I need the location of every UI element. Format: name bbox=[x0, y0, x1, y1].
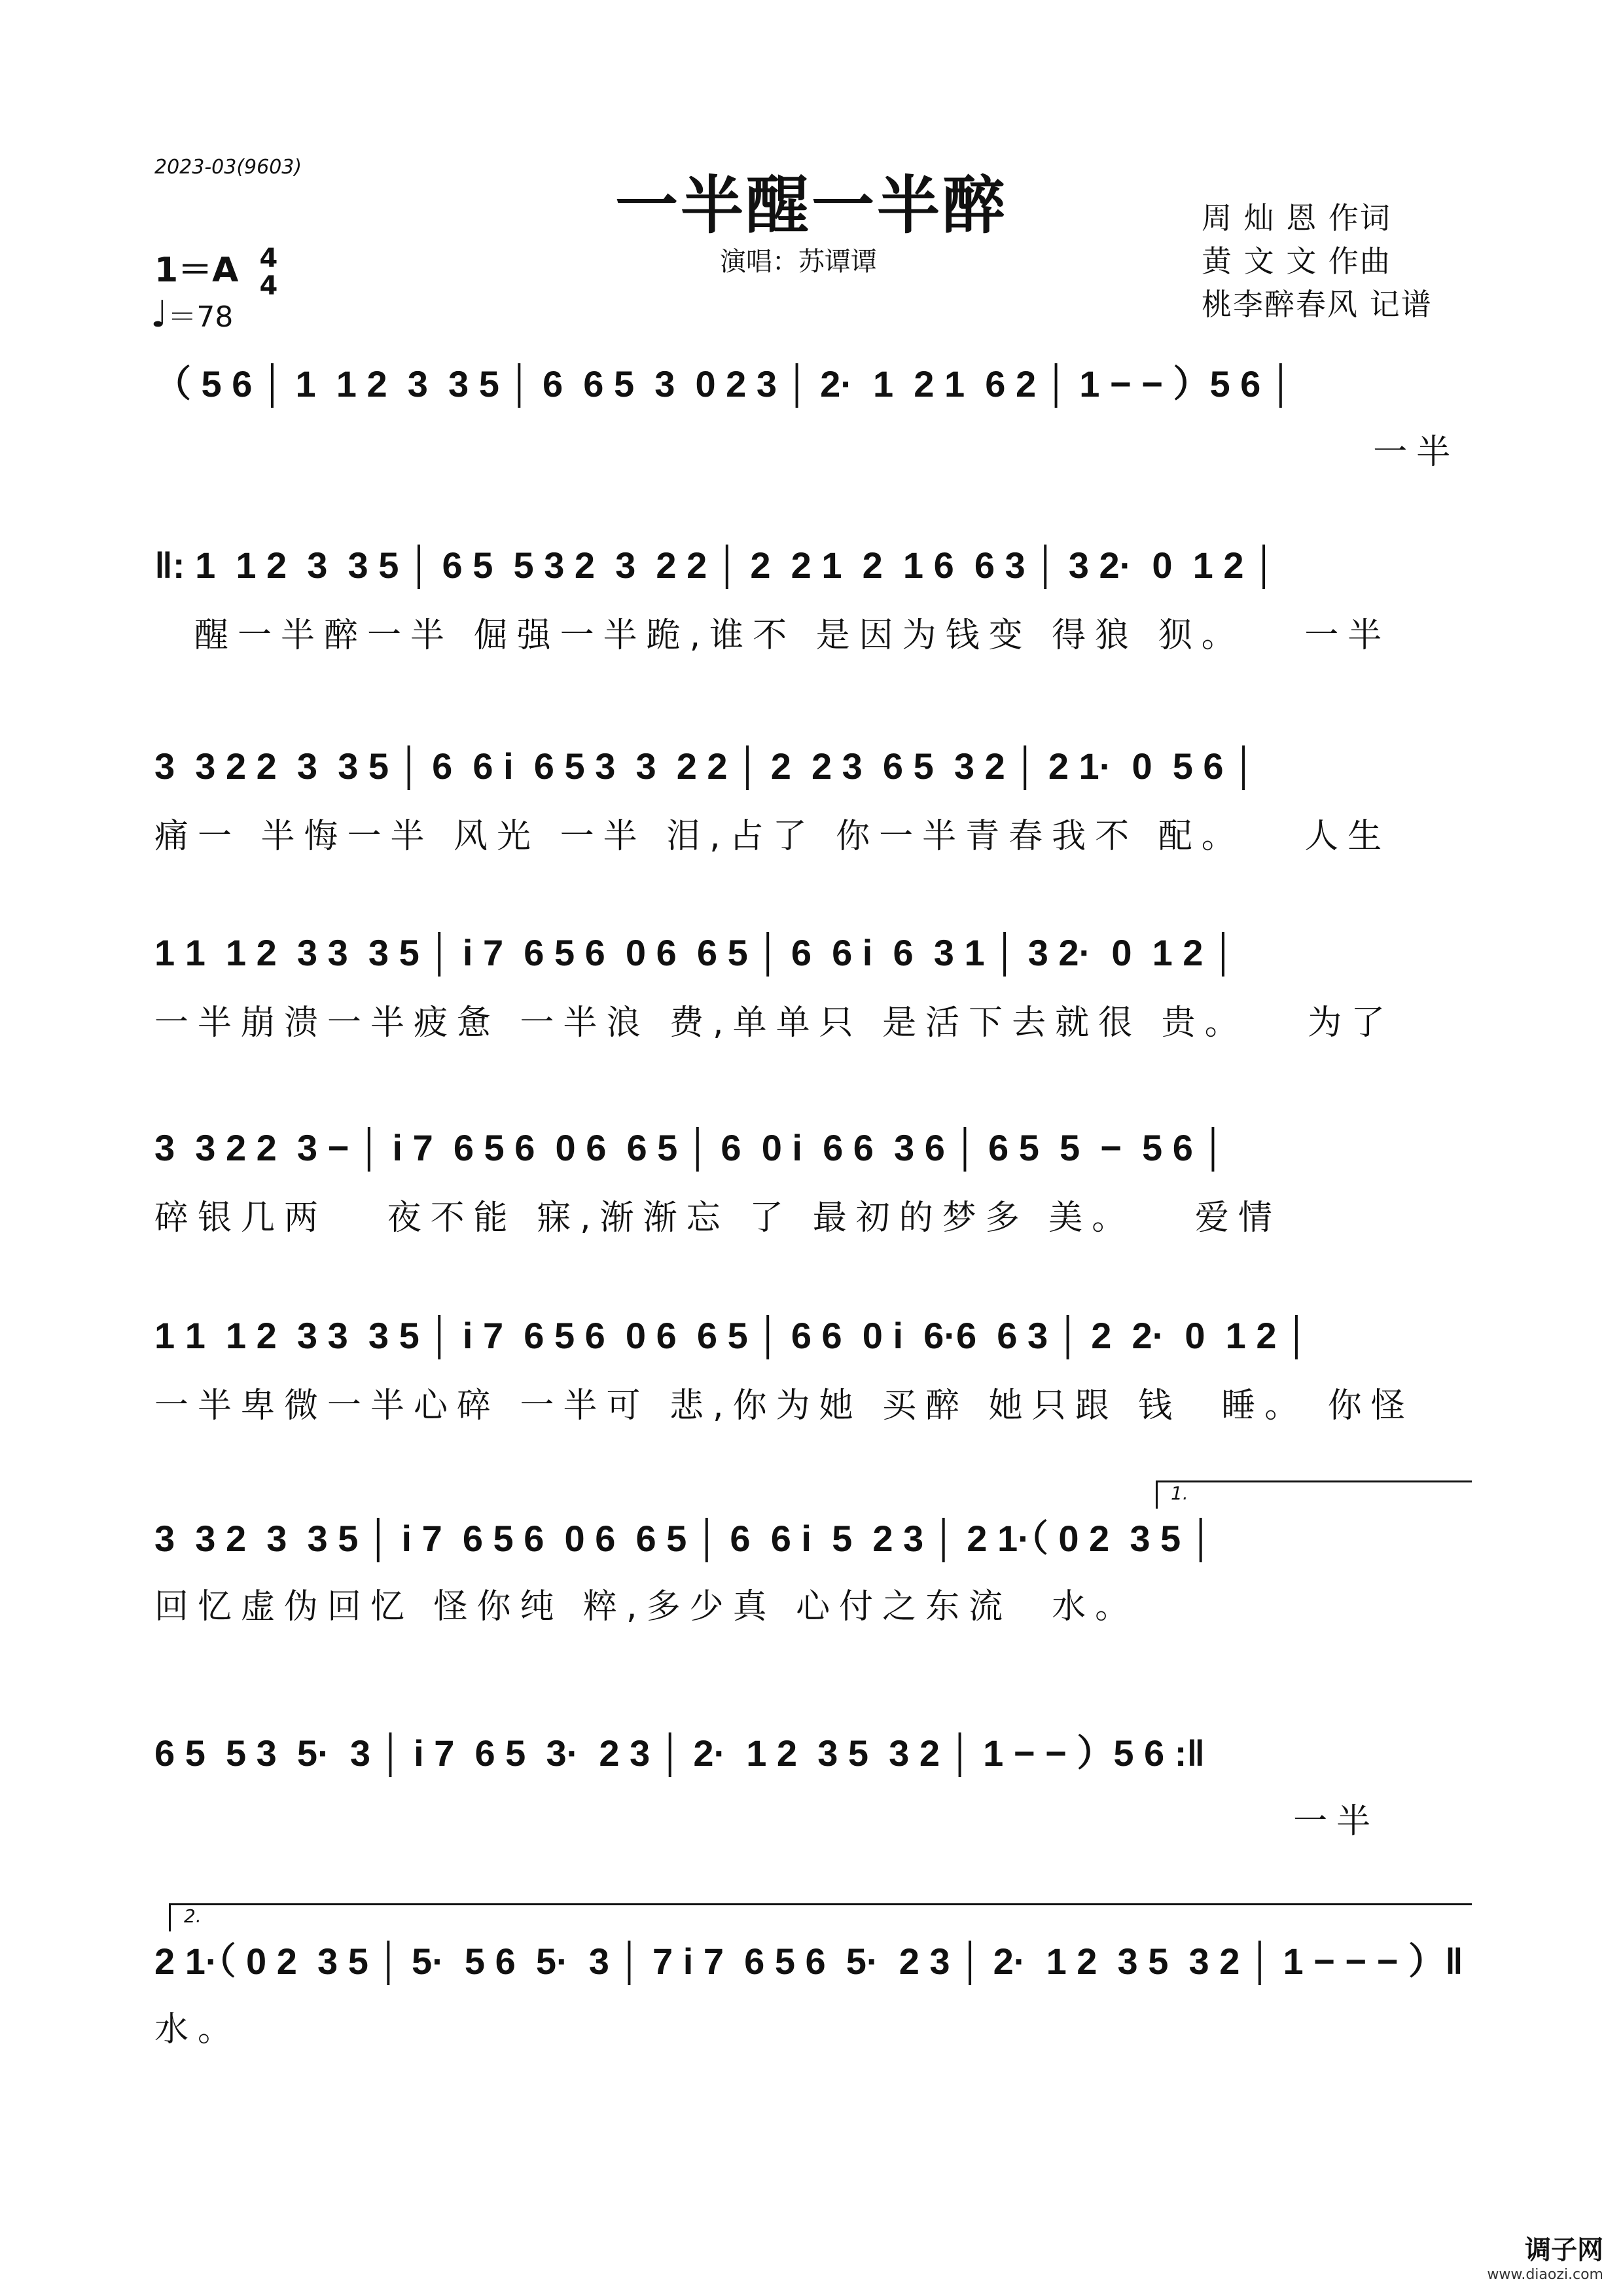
page-title: 一半醒一半醉 bbox=[615, 168, 1008, 242]
tempo-marking bbox=[151, 293, 233, 336]
site-watermark bbox=[1487, 2229, 1603, 2283]
site-url: www.diaozi.com bbox=[1487, 2267, 1603, 2283]
notation: 6 5 5 3 5· 3 │ i 7 6 5 3· 2 3 │ 2· 1 2 3 5 3 2 │ 1 − − ）5 6 :‖ bbox=[154, 1732, 1205, 1774]
lyrics: 一半 bbox=[154, 433, 1460, 472]
notation: 3 3 2 3 3 5 │ i 7 6 5 6 0 6 6 5 │ 6 6 i 5 2 3 │ 2 1·（ 0 2 3 5 │ bbox=[154, 1518, 1214, 1559]
key-signature bbox=[154, 242, 277, 300]
notation: 1 1 1 2 3 3 3 5 │ i 7 6 5 6 0 6 6 5 │ 6 6 0 i 6·6 6 3 │ 2 2· 0 1 2 │ bbox=[154, 1314, 1310, 1356]
lyrics: 碎银几两 夜不能 寐,渐渐忘 了 最初的梦多 美。 爱情 bbox=[154, 1198, 1281, 1238]
lyricist-credit: 周 灿 恩 作词 bbox=[1202, 200, 1391, 236]
volta-2-label: 2. bbox=[184, 1905, 202, 1927]
composer-credit: 黄 文 文 作曲 bbox=[1202, 243, 1391, 279]
credits bbox=[1202, 196, 1433, 326]
volta-1-label: 1. bbox=[1171, 1482, 1188, 1504]
tempo-value: ＝78 bbox=[168, 300, 234, 334]
key-label: 1＝A bbox=[154, 251, 239, 290]
time-sig-bottom: 4 bbox=[259, 271, 278, 301]
notation: ‖: 1 1 2 3 3 5 │ 6 5 5 3 2 3 2 2 │ 2 2 1 2 1 6 6 3 │ 3 2· 0 1 2 │ bbox=[154, 544, 1277, 586]
score-code: 2023-03(9603) bbox=[154, 156, 302, 179]
notation: 1 1 1 2 3 3 3 5 │ i 7 6 5 6 0 6 6 5 │ 6 6 i 6 3 1 │ 3 2· 0 1 2 │ bbox=[154, 931, 1236, 973]
singer-credit: 演唱：苏谭谭 bbox=[720, 247, 877, 277]
notation: 2 1·（ 0 2 3 5 │ 5· 5 6 5· 3 │ 7 i 7 6 5 6 5· 2 3 │ 2· 1 2 3 5 3 2 │ 1 − − − ）‖ bbox=[154, 1941, 1463, 1982]
volta-2 bbox=[169, 1903, 1472, 1931]
time-signature bbox=[260, 245, 278, 300]
notation: （ 5 6 │ 1 1 2 3 3 5 │ 6 6 5 3 0 2 3 │ 2· 1 2 1 6 2 │ 1 − − ）5 6 │ bbox=[154, 363, 1294, 404]
transcriber-credit: 桃李醉春风 记谱 bbox=[1202, 287, 1433, 322]
lyrics: 回忆虚伪回忆 怪你纯 粹,多少真 心付之东流 水。 bbox=[154, 1587, 1139, 1626]
lyrics: 一半 bbox=[154, 1802, 1380, 1841]
lyrics: 一半卑微一半心碎 一半可 悲,你为她 买醉 她只跟 钱 睡。 你怪 bbox=[154, 1386, 1414, 1426]
notation: 3 3 2 2 3 3 5 │ 6 6 i 6 5 3 3 2 2 │ 2 2 3 6 5 3 2 │ 2 1· 0 5 6 │ bbox=[154, 745, 1257, 787]
lyrics: 醒一半醉一半 倔强一半跪,谁不 是因为钱变 得狼 狈。 一半 bbox=[154, 616, 1391, 655]
lyrics: 痛一 半悔一半 风光 一半 泪,占了 你一半青春我不 配。 人生 bbox=[154, 817, 1391, 856]
notation: 3 3 2 2 3 − │ i 7 6 5 6 0 6 6 5 │ 6 0 i 6 6 3 6 │ 6 5 5 − 5 6 │ bbox=[154, 1126, 1226, 1168]
site-name: 调子网 bbox=[1525, 2235, 1603, 2265]
time-sig-top: 4 bbox=[259, 243, 278, 274]
lyrics: 水。 bbox=[154, 2010, 241, 2049]
volta-1 bbox=[1156, 1480, 1472, 1509]
lyrics: 一半崩溃一半疲惫 一半浪 费,单单只 是活下去就很 贵。 为了 bbox=[154, 1003, 1395, 1043]
quarter-note-icon: ♩ bbox=[151, 293, 168, 336]
